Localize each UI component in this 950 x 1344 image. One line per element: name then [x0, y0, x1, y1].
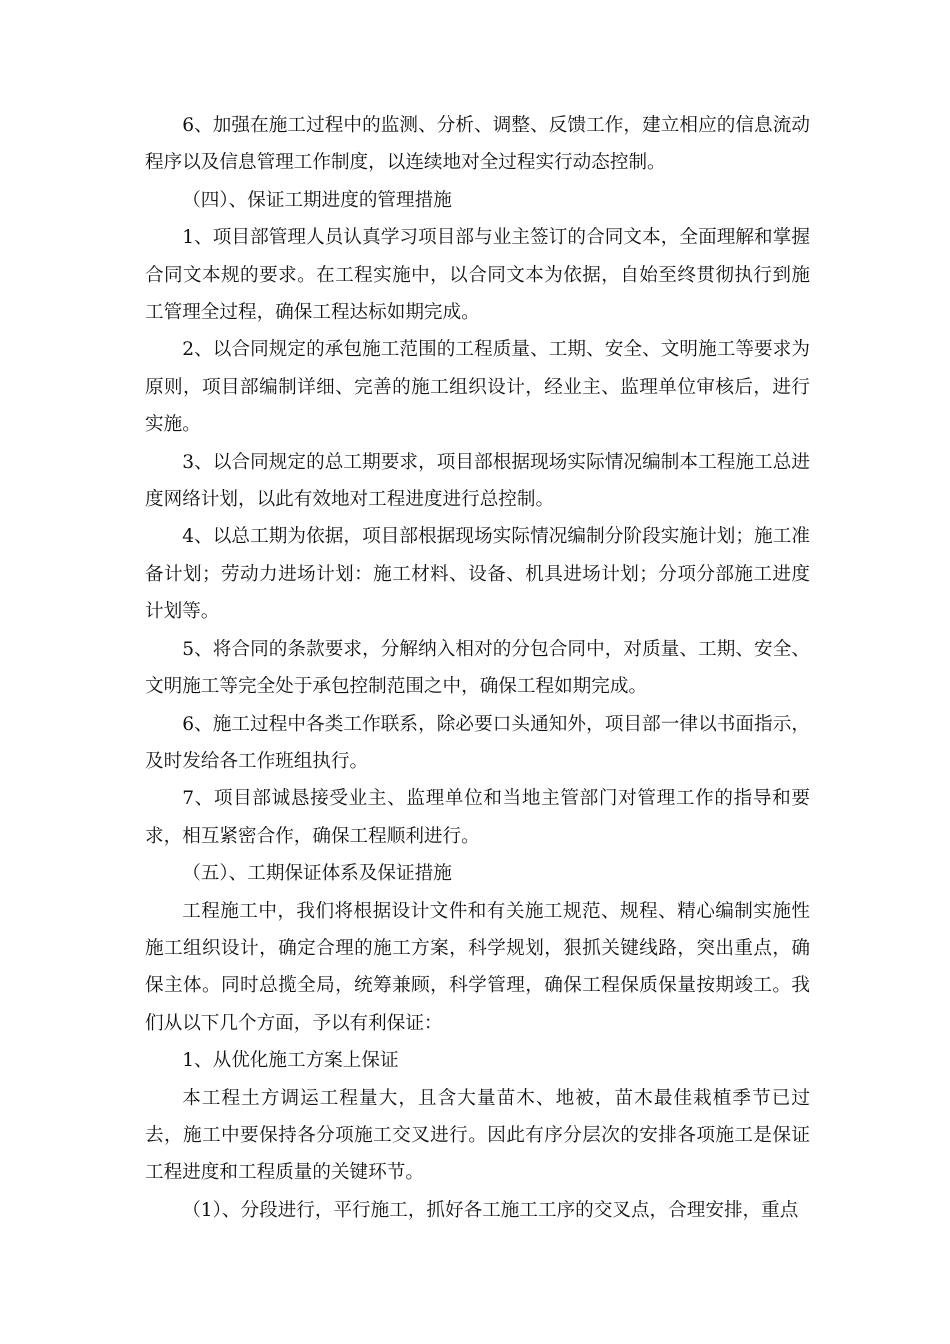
paragraph-item-5-subcontract: 5、将合同的条款要求，分解纳入相对的分包合同中，对质量、工期、安全、文明施工等完全处于承包控制范围之中，确保工程如期完成。 — [145, 638, 810, 698]
paragraph-item-3-network-plan: 3、以合同规定的总工期要求，项目部根据现场实际情况编制本工程施工总进度网络计划，以此有效地对工程进度进行总控制。 — [145, 451, 810, 511]
paragraph-item-1-contract-study: 1、项目部管理人员认真学习项目部与业主签订的合同文本，全面理解和掌握合同文本规的要求。在工程实施中，以合同文本为依据，自始至终贯彻执行到施工管理全过程，确保工程达标如期完成。 — [145, 227, 810, 324]
paragraph-item-7-cooperation: 7、项目部诚恳接受业主、监理单位和当地主管部门对管理工作的指导和要求，相互紧密合作，确保工程顺利进行。 — [145, 788, 810, 847]
paragraph-item-6-monitoring: 6、加强在施工过程中的监测、分析、调整、反馈工作，建立相应的信息流动程序以及信息管理工作制度，以连续地对全过程实行动态控制。 — [145, 115, 810, 174]
section-heading-5: （五）、工期保证体系及保证措施 — [182, 863, 452, 885]
paragraph-item-6-written-instructions: 6、施工过程中各类工作联系，除必要口头通知外，项目部一律以书面指示，及时发给各工作班组执行。 — [145, 713, 810, 772]
subheading-optimize-plan: 1、从优化施工方案上保证 — [182, 1050, 399, 1072]
paragraph-schedule-guarantee-intro: 工程施工中，我们将根据设计文件和有关施工规范、规程、精心编制实施性施工组织设计，确定合理的施工方案，科学规划，狠抓关键线路，突出重点，确保主体。同时总揽全局，统筹兼顾，科学管理，确保工程保质保量按期竣工。我们从以下几个方面，予以有利保证： — [145, 900, 810, 1034]
section-heading-4: （四）、保证工期进度的管理措施 — [182, 189, 452, 211]
paragraph-item-1-segmented-construction: （1）、分段进行，平行施工，抓好各工施工工序的交叉点，合理安排，重点 — [182, 1199, 799, 1221]
document-body — [145, 107, 810, 1229]
paragraph-item-2-construction-design: 2、以合同规定的承包施工范围的工程质量、工期、安全、文明施工等要求为原则，项目部编制详细、完善的施工组织设计，经业主、监理单位审核后，进行实施。 — [145, 339, 810, 436]
paragraph-item-4-stage-plans: 4、以总工期为依据，项目部根据现场实际情况编制分阶段实施计划；施工准备计划；劳动力进场计划：施工材料、设备、机具进场计划；分项分部施工进度计划等。 — [145, 526, 810, 623]
paragraph-earthwork-seedlings: 本工程土方调运工程量大，且含大量苗木、地被，苗木最佳栽植季节已过去，施工中要保持各分项施工交叉进行。因此有序分层次的安排各项施工是保证工程进度和工程质量的关键环节。 — [145, 1087, 810, 1184]
